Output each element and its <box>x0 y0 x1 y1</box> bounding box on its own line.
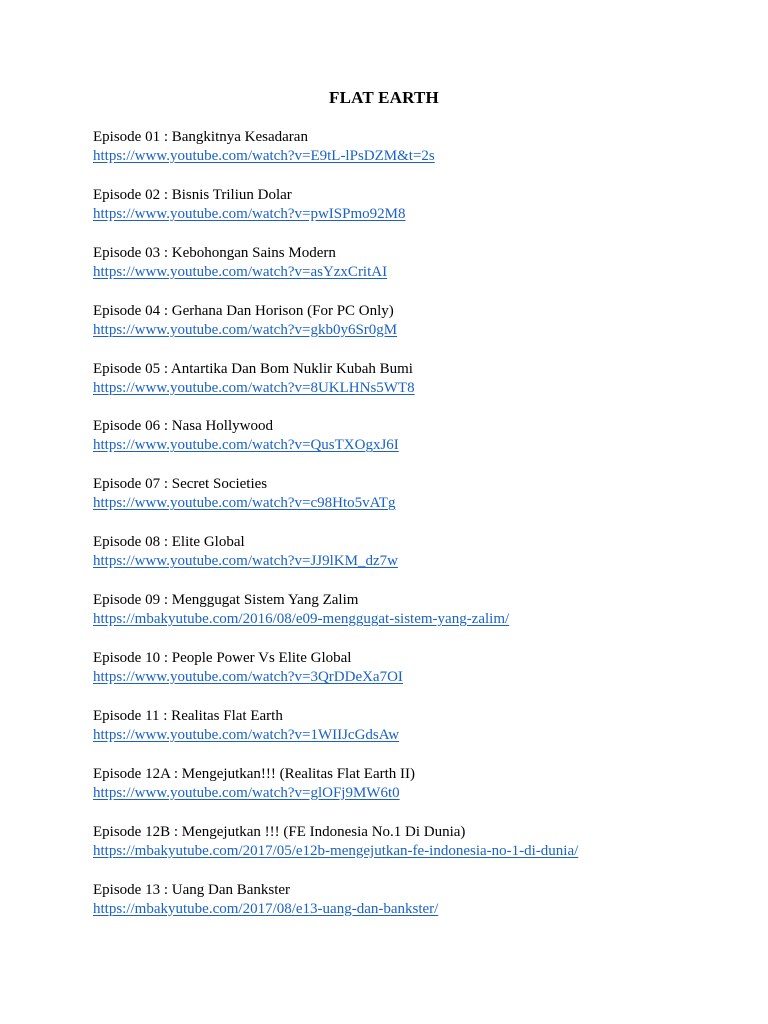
episode-title: Episode 07 : Secret Societies <box>93 476 268 493</box>
episode-entry <box>93 360 733 418</box>
episode-link[interactable]: https://mbakyutube.com/2017/08/e13-uang-dan-bankster/ <box>93 900 439 917</box>
episode-link[interactable]: https://mbakyutube.com/2016/08/e09-menggugat-sistem-yang-zalim/ <box>93 611 510 628</box>
episode-entry <box>93 823 733 881</box>
episode-title: Episode 03 : Kebohongan Sains Modern <box>93 244 336 261</box>
episode-link[interactable]: https://www.youtube.com/watch?v=asYzxCritAI <box>93 263 388 280</box>
episode-title: Episode 09 : Menggugat Sistem Yang Zalim <box>93 592 359 609</box>
episode-entry <box>93 881 733 939</box>
episode-link[interactable]: https://www.youtube.com/watch?v=gkb0y6Sr0gM <box>93 321 398 338</box>
episode-entry <box>93 765 733 823</box>
episode-entry <box>93 591 733 649</box>
episode-link[interactable]: https://www.youtube.com/watch?v=E9tL-lPsDZM&t=2s <box>93 148 435 164</box>
episode-link[interactable]: https://www.youtube.com/watch?v=8UKLHNs5WT8 <box>93 379 415 396</box>
episode-title: Episode 13 : Uang Dan Bankster <box>93 881 291 898</box>
episode-link[interactable]: https://www.youtube.com/watch?v=3QrDDeXa7OI <box>93 669 403 686</box>
episode-link[interactable]: https://www.youtube.com/watch?v=glOFj9MW6t0 <box>93 784 400 801</box>
episode-link[interactable]: https://www.youtube.com/watch?v=pwISPmo92M8 <box>93 205 406 222</box>
episode-title: Episode 01 : Bangkitnya Kesadaran <box>93 129 308 145</box>
episode-entry <box>93 707 733 765</box>
episode-title: Episode 12A : Mengejutkan!!! (Realitas Flat Earth II) <box>93 765 415 782</box>
episode-entry <box>93 244 733 302</box>
episode-entry <box>93 302 733 360</box>
episode-title: Episode 08 : Elite Global <box>93 534 245 551</box>
episode-link[interactable]: https://mbakyutube.com/2017/05/e12b-mengejutkan-fe-indonesia-no-1-di-dunia/ <box>93 842 579 859</box>
episode-title: Episode 06 : Nasa Hollywood <box>93 418 273 435</box>
episode-entry <box>93 533 733 591</box>
episode-entry <box>93 417 733 475</box>
episode-link[interactable]: https://www.youtube.com/watch?v=1WIIJcGdsAw <box>93 726 400 743</box>
episode-link[interactable]: https://www.youtube.com/watch?v=JJ9lKM_dz7w <box>93 553 398 570</box>
episode-entry <box>93 128 733 186</box>
episode-entry <box>93 649 733 707</box>
episode-title: Episode 02 : Bisnis Triliun Dolar <box>93 186 292 203</box>
episode-list <box>93 128 733 938</box>
episode-link[interactable]: https://www.youtube.com/watch?v=QusTXOgxJ6I <box>93 437 399 454</box>
episode-link[interactable]: https://www.youtube.com/watch?v=c98Hto5vATg <box>93 495 396 512</box>
episode-title: Episode 04 : Gerhana Dan Horison (For PC Only) <box>93 302 394 319</box>
episode-title: Episode 11 : Realitas Flat Earth <box>93 707 283 724</box>
episode-entry <box>93 186 733 244</box>
episode-title: Episode 12B : Mengejutkan !!! (FE Indonesia No.1 Di Dunia) <box>93 823 466 840</box>
episode-entry <box>93 475 733 533</box>
episode-title: Episode 05 : Antartika Dan Bom Nuklir Kubah Bumi <box>93 360 413 377</box>
document-title: FLAT EARTH <box>329 88 439 107</box>
episode-title: Episode 10 : People Power Vs Elite Global <box>93 650 352 667</box>
